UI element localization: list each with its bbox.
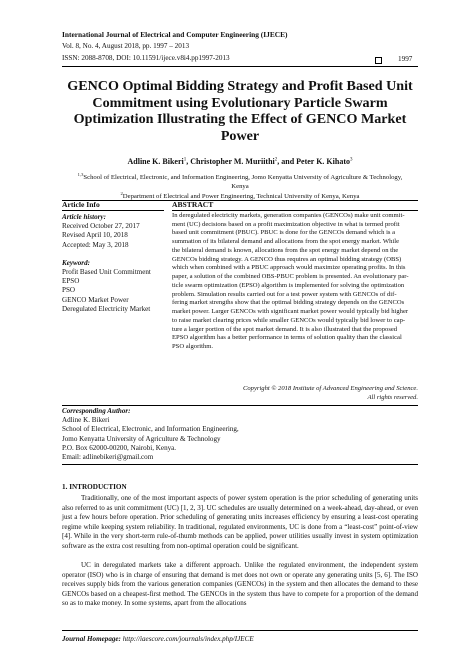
introduction-heading: 1. INTRODUCTION <box>62 483 127 491</box>
article-info-heading: Article Info <box>62 200 100 209</box>
article-info-rule <box>62 210 164 211</box>
keyword-item: EPSO <box>62 277 80 286</box>
footer <box>62 636 254 643</box>
footer-rule <box>62 630 418 631</box>
abstract-line: problem. Simulation results carried out for a test power system with GENCOs of dif- <box>172 290 397 298</box>
abstract-line: GENCOs bidding strategy. A GENCO thus requires an optimal bidding strategy (OBS) <box>172 255 402 263</box>
affiliation-line: School of Electrical, Electronic, and Information Engineering, Jomo Kenyatta University of Agriculture & Technology, <box>83 174 403 182</box>
abstract-text <box>172 212 418 352</box>
author-list <box>62 157 418 166</box>
article-info <box>62 213 170 314</box>
abstract-line: fering market strengths show that the optimal bidding strategy depends on the GENCOs <box>172 299 405 307</box>
keyword-item: PSO <box>62 286 76 295</box>
affiliation-sup: 1,3 <box>77 172 84 177</box>
corresponding-line: Jomo Kenyatta University of Agriculture & Technology <box>62 434 221 443</box>
abstract-line: ture a larger portion of the spot market demand. It is also illustrated that the proposed <box>172 325 398 333</box>
square-icon <box>375 57 382 64</box>
keyword-item: Deregulated Electricity Market <box>62 304 151 313</box>
abstract-line: ticle swarm optimization (EPSO) algorithm is implemented for solving the optimization <box>172 281 405 289</box>
corresponding-rule-bottom <box>62 464 418 465</box>
title-line: Commitment using Evolutionary Particle Swarm <box>92 94 388 111</box>
corresponding-author <box>62 407 362 462</box>
author-sup: 2 <box>274 157 278 163</box>
history-item: Received October 27, 2017 <box>62 222 140 231</box>
affiliation-line: Department of Electrical and Power Engineering, Technical University of Kenya, Kenya <box>122 193 360 201</box>
abstract-line: ment (UC) decisions based on a profit maximization objective in what is termed profit <box>172 220 400 228</box>
affiliation-sup: 2 <box>120 191 123 196</box>
author-name: , Christopher M. Muriithi <box>186 157 275 166</box>
corresponding-line: School of Electrical, Electronic, and Information Engineering, <box>62 425 239 434</box>
author-name: , and Peter K. Kihato <box>277 157 350 166</box>
copyright-line: Copyright © 2018 Institute of Advanced Engineering and Science. <box>242 385 418 392</box>
abstract-line: PSO algorithm. <box>172 343 214 351</box>
journal-volume: Vol. 8, No. 4, August 2018, pp. 1997 – 2013 <box>62 42 190 50</box>
title-line: Power <box>220 127 260 144</box>
introduction-paragraph: Traditionally, one of the most important aspects of power system operation is the prior scheduling of generating units also referred to as unit commitment (UC) [1, 2, 3]. UC schedules are usually determined on a week-ahead, day-ahead, or even just a few hours before operation. Prior scheduling of generating units increases efficiency by ensuring a least-cost operating regime while keeping system reliability. In traditional, regulated environments, UC is done from a “least-cost” point-of-view [4]. While in the very short-term rule-of-thumb methods can be applied, power utilities usually invest in system optimization software as the extra cost resulting from non-optimal operation could be significant. <box>62 494 418 550</box>
abstract-line: EPSO algorithm has a better performance in terms of solution quality than the classical <box>172 334 402 342</box>
abstract-line: the bilateral demand is known, allocations from the spot energy market depend on the <box>172 246 399 254</box>
affiliation-line: Kenya <box>231 183 249 191</box>
keyword-item: Profit Based Unit Commitment <box>62 268 151 277</box>
journal-issn-doi: ISSN: 2088-8708, DOI: 10.11591/ijece.v8i4.pp1997-2013 <box>62 54 230 62</box>
history-label: Article history: <box>62 213 106 221</box>
history-item: Accepted: May 3, 2018 <box>62 240 129 249</box>
abstract-line: which when combined with a PBUC approach would maximize operating profits. In this <box>172 264 406 272</box>
abstract-line: to raise market clearing prices while smaller GENCOs would typically bid lower to cap- <box>172 316 406 324</box>
introduction-paragraph: UC in deregulated markets take a different approach. Unlike the regulated environment, the independent system operator (ISO) who is in charge of ensuring that demand is met does not own or operate any generating units [5, 6]. The ISO receives supply bids from the various generation companies (GENCOs) in the system and then allocates the demand to these GENCOs based on a cheapest-first method. The GENCOs in the system thus have to compete for a proportion of the demand so as to make money. In some systems, apart from the allocations <box>62 561 418 608</box>
author-sup: 3 <box>350 157 353 163</box>
journal-name: International Journal of Electrical and Computer Engineering (IJECE) <box>62 30 288 39</box>
author-name: Adline K. Bikeri <box>127 157 184 166</box>
author-sup: 1 <box>183 157 187 163</box>
abstract-line: paper, a solution of the combined OBS-PBUC problem is presented. An evolutionary par- <box>172 273 409 281</box>
footer-label: Journal Homepage: <box>62 635 121 643</box>
history-item: Revised April 10, 2018 <box>62 231 128 240</box>
corresponding-line: Adline K. Bikeri <box>62 416 110 425</box>
abstract-line: based unit commitment (PBUC). PBUC is done for the GENCOs demand which is a <box>172 229 396 237</box>
abstract-heading: ABSTRACT <box>172 200 214 209</box>
header-rule <box>62 66 418 67</box>
abstract-line: In deregulated electricity markets, generation companies (GENCOs) make unit commit- <box>172 212 405 219</box>
corresponding-line: P.O. Box 62000-00200, Nairobi, Kenya. <box>62 443 177 452</box>
copyright-line: All rights reserved. <box>367 394 418 401</box>
abstract-line: summation of its bilateral demand and allocations from the spot energy market. While <box>172 238 399 246</box>
abstract-rule <box>172 210 418 211</box>
corresponding-label: Corresponding Author: <box>62 407 131 415</box>
keyword-label: Keyword: <box>62 258 90 267</box>
copyright <box>172 384 418 402</box>
abstract-line: market power. Larger GENCOs with significant market power would typically bid higher <box>172 308 409 316</box>
corresponding-line: Email: adlinebikeri@gmail.com <box>62 453 154 462</box>
journal-homepage-link[interactable]: http://iaescore.com/journals/index.php/IJECE <box>122 635 254 643</box>
paper-title <box>62 78 418 144</box>
title-line: Optimization Illustrating the Effect of GENCO Market <box>73 111 407 128</box>
corresponding-rule <box>62 405 418 406</box>
keyword-item: GENCO Market Power <box>62 295 129 304</box>
page-number: 1997 <box>398 55 413 63</box>
title-line: GENCO Optimal Bidding Strategy and Profit Based Unit <box>67 78 413 94</box>
section-rule-top <box>62 200 418 201</box>
